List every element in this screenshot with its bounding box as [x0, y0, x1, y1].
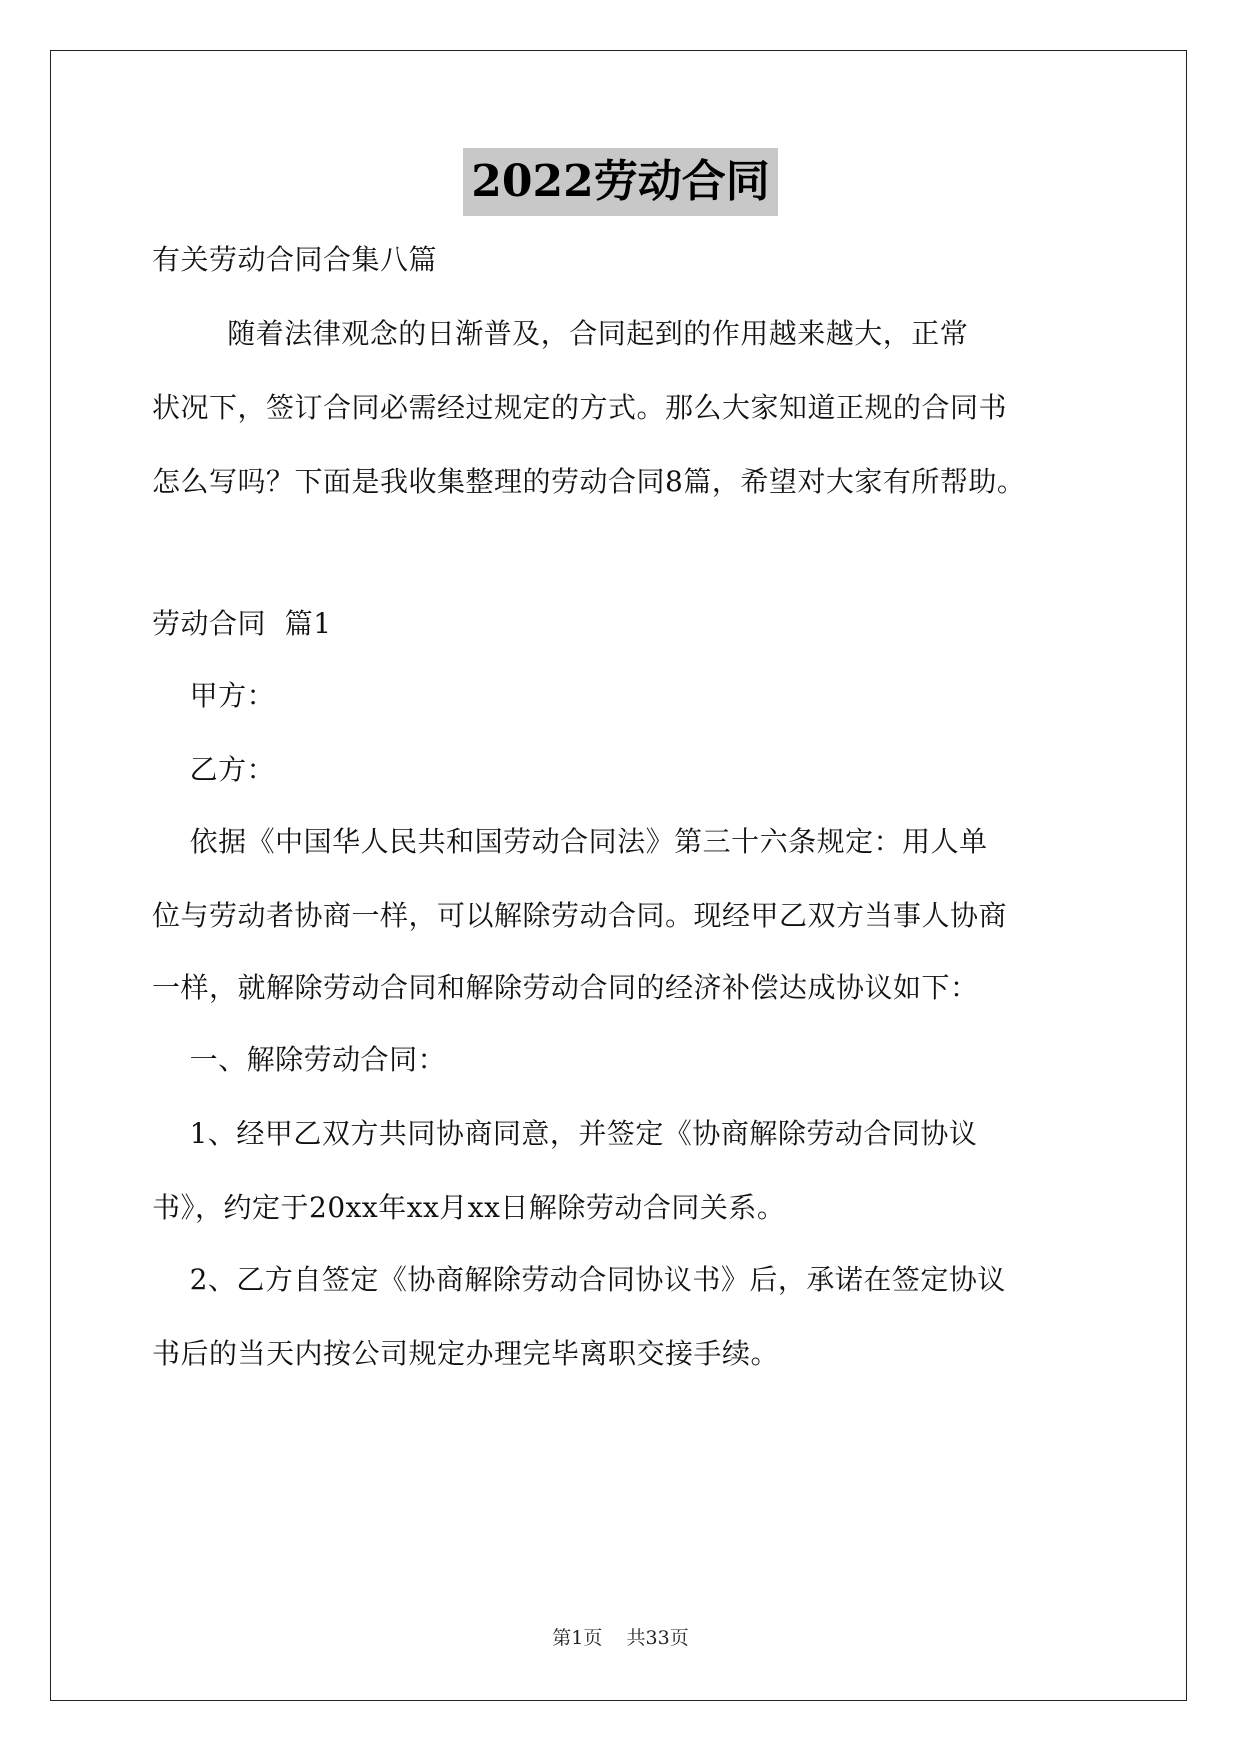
party-b-label: 乙方：	[152, 753, 276, 786]
document-title: 2022劳动合同	[463, 148, 777, 216]
paragraph-line: 1、经甲乙双方共同协商同意，并签定《协商解除劳动合同协议	[152, 1117, 978, 1150]
clause-heading: 一、解除劳动合同：	[152, 1043, 447, 1076]
paragraph-line: 书后的当天内按公司规定办理完毕离职交接手续。	[152, 1337, 780, 1370]
title-container	[0, 148, 1241, 216]
page-footer	[0, 1626, 1241, 1650]
paragraph-line: 怎么写吗？下面是我收集整理的劳动合同8篇，希望对大家有所帮助。	[152, 465, 1026, 498]
document-subtitle: 有关劳动合同合集八篇	[152, 243, 438, 276]
total-pages: 共33页	[626, 1627, 689, 1649]
section-heading: 劳动合同 篇1	[152, 607, 332, 640]
paragraph-line: 随着法律观念的日渐普及，合同起到的作用越来越大，正常	[152, 317, 969, 350]
paragraph-line: 依据《中国华人民共和国劳动合同法》第三十六条规定：用人单	[152, 825, 988, 858]
paragraph-line: 位与劳动者协商一样，可以解除劳动合同。现经甲乙双方当事人协商	[152, 899, 1008, 932]
party-a-label: 甲方：	[152, 679, 276, 712]
page-border	[50, 50, 1187, 1701]
page-number: 第1页	[552, 1627, 603, 1649]
paragraph-line: 书》，约定于20xx年xx月xx日解除劳动合同关系。	[152, 1191, 786, 1224]
paragraph-line: 一样，就解除劳动合同和解除劳动合同的经济补偿达成协议如下：	[152, 971, 979, 1004]
paragraph-line: 状况下，签订合同必需经过规定的方式。那么大家知道正规的合同书	[152, 391, 1008, 424]
paragraph-line: 2、乙方自签定《协商解除劳动合同协议书》后，承诺在签定协议	[152, 1263, 1006, 1296]
